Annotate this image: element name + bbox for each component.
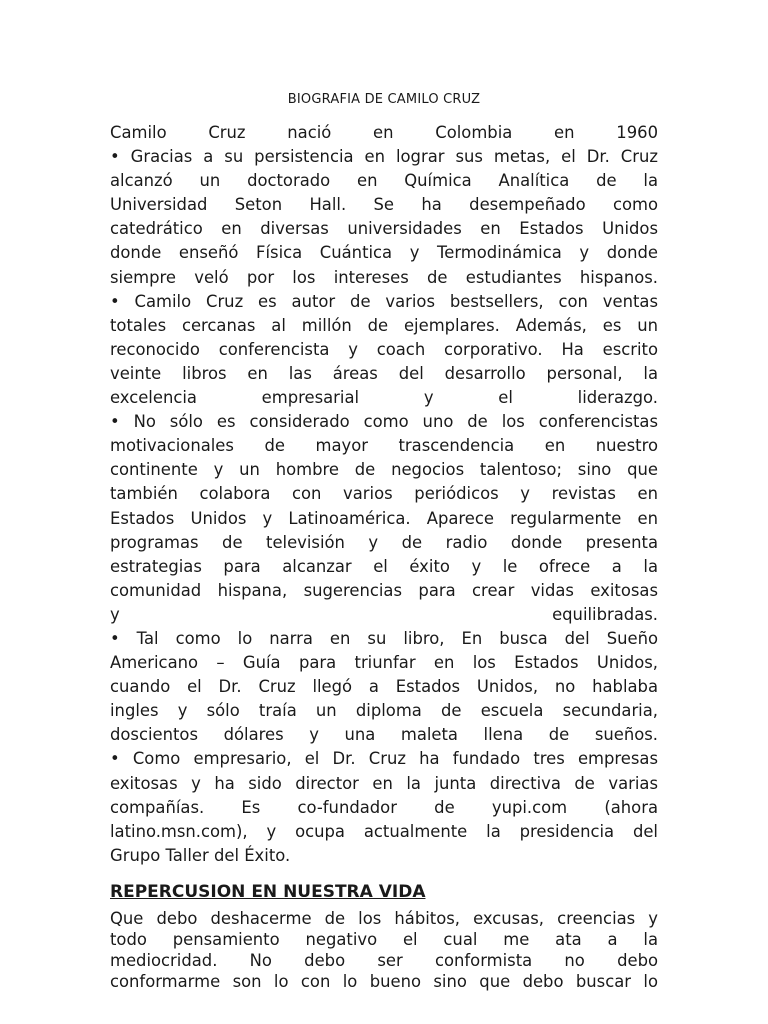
body-line: catedrático en diversas universidades en Estados Unidos (110, 219, 658, 239)
body-line: y equilibradas. (110, 604, 658, 624)
body-line: doscientos dólares y una maleta llena de sueños. (110, 725, 658, 745)
body-line: Grupo Taller del Éxito. (110, 845, 291, 865)
section-line: todo pensamiento negativo el cual me ata a la (110, 930, 658, 949)
body-line: Camilo Cruz nació en Colombia en 1960 (110, 123, 658, 142)
body-line: • Camilo Cruz es autor de varios bestsellers, con ventas (110, 291, 658, 311)
body-line: comunidad hispana, sugerencias para crear vidas exitosas (110, 580, 658, 600)
body-line: también colabora con varios periódicos y revistas en (110, 484, 658, 504)
body-line: Americano – Guía para triunfar en los Estados Unidos, (110, 653, 658, 673)
body-line: • Gracias a su persistencia en lograr sus metas, el Dr. Cruz (110, 147, 658, 167)
body-line: compañías. Es co-fundador de yupi.com (ahora (110, 797, 658, 817)
body-line: programas de televisión y de radio donde presenta (110, 532, 658, 552)
body-line: reconocido conferencista y coach corporativo. Ha escrito (110, 339, 658, 359)
biography-body (110, 121, 658, 868)
body-line: motivacionales de mayor trascendencia en nuestro (110, 436, 658, 456)
body-line: Estados Unidos y Latinoamérica. Aparece regularmente en (110, 508, 658, 528)
body-line: alcanzó un doctorado en Química Analítica de la (110, 171, 658, 191)
body-line: exitosas y ha sido director en la junta directiva de varias (110, 773, 658, 793)
body-line: continente y un hombre de negocios talentoso; sino que (110, 460, 658, 480)
section-body (110, 908, 658, 992)
section-line: Que debo deshacerme de los hábitos, excusas, creencias y (110, 909, 658, 928)
section-heading: REPERCUSION EN NUESTRA VIDA (110, 882, 426, 902)
body-line: cuando el Dr. Cruz llegó a Estados Unidos, no hablaba (110, 677, 658, 697)
section-line: conformarme son lo con lo bueno sino que debo buscar lo (110, 972, 658, 991)
body-line: estrategias para alcanzar el éxito y le ofrece a la (110, 556, 658, 576)
body-line: veinte libros en las áreas del desarrollo personal, la (110, 363, 658, 383)
body-line: totales cercanas al millón de ejemplares. Además, es un (110, 315, 658, 335)
body-line: • No sólo es considerado como uno de los conferencistas (110, 412, 658, 432)
body-line: • Como empresario, el Dr. Cruz ha fundado tres empresas (110, 749, 658, 769)
section-line: mediocridad. No debo ser conformista no debo (110, 951, 658, 970)
body-line: Universidad Seton Hall. Se ha desempeñado como (110, 195, 658, 215)
body-line: donde enseñó Física Cuántica y Termodinámica y donde (110, 243, 658, 263)
body-line: ingles y sólo traía un diploma de escuela secundaria, (110, 701, 658, 721)
body-line: siempre veló por los intereses de estudiantes hispanos. (110, 267, 658, 287)
body-line: latino.msn.com), y ocupa actualmente la presidencia del (110, 821, 658, 841)
body-line: excelencia empresarial y el liderazgo. (110, 388, 658, 408)
body-line: • Tal como lo narra en su libro, En busca del Sueño (110, 628, 658, 648)
document-title: BIOGRAFIA DE CAMILO CRUZ (287, 92, 481, 107)
